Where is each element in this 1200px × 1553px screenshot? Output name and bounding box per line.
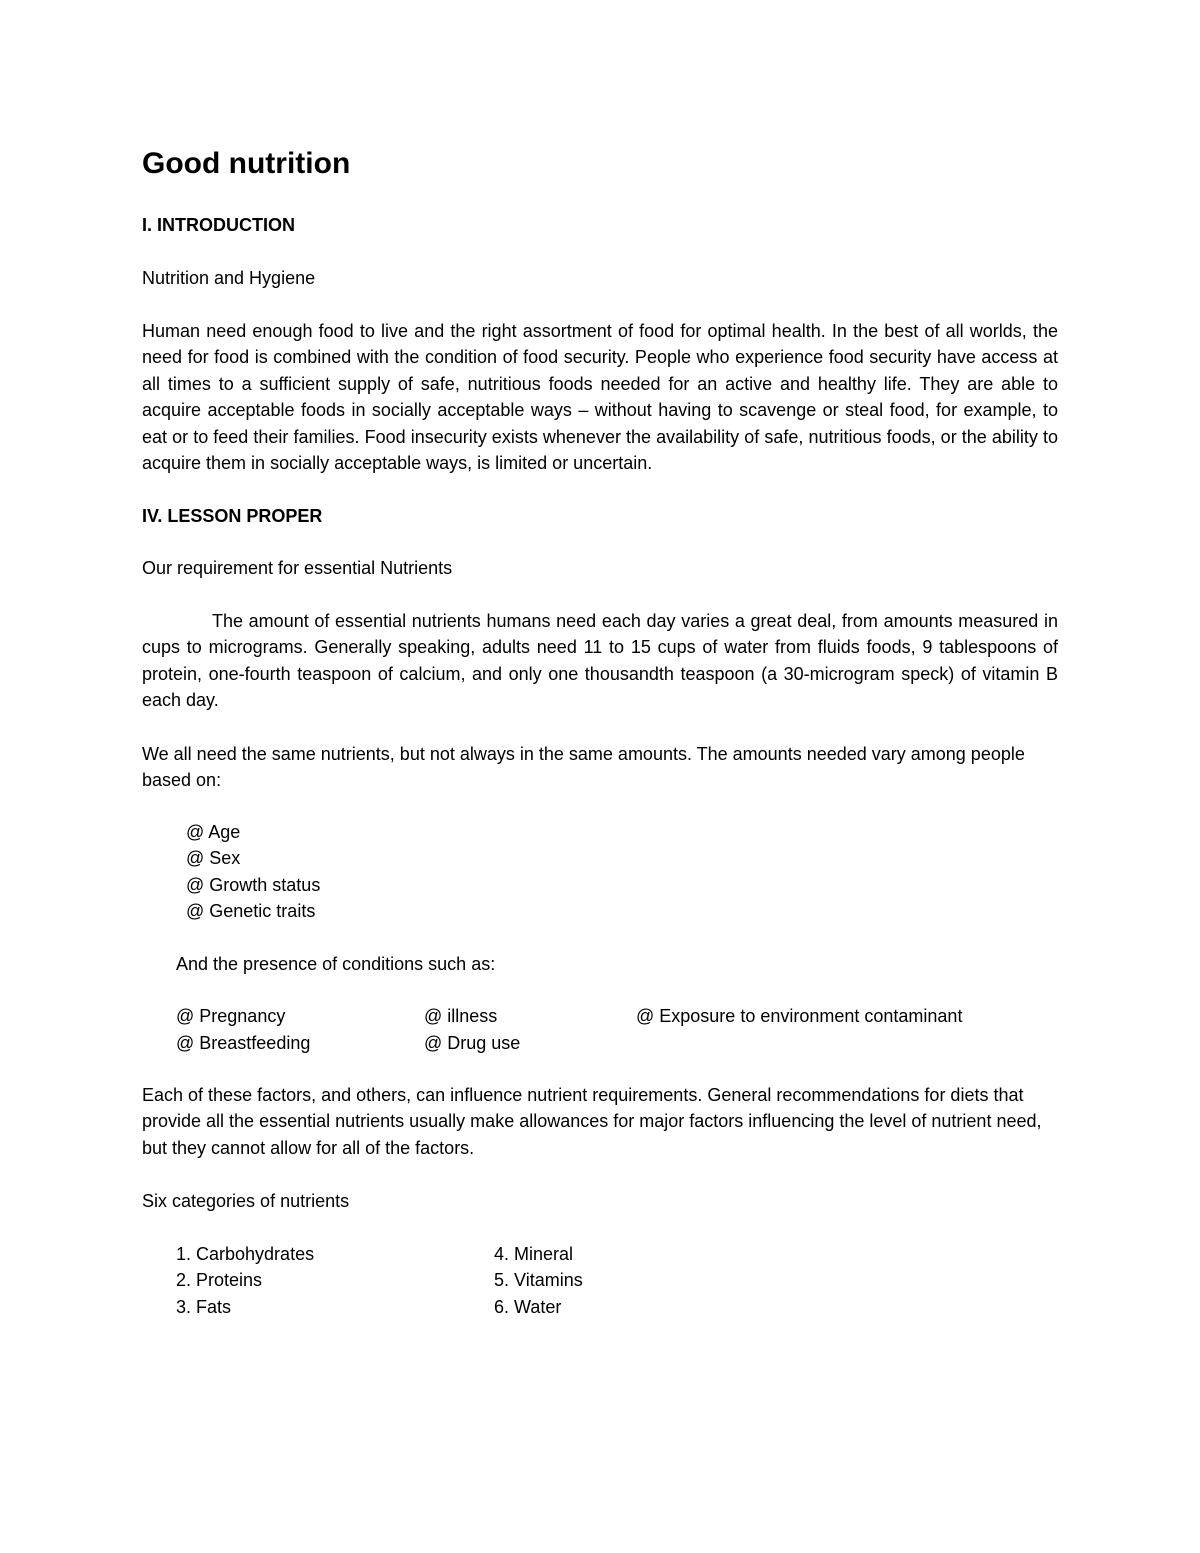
list-item: @ Drug use	[424, 1033, 521, 1053]
list-item: @ Genetic traits	[186, 901, 316, 921]
list-item: 2. Proteins	[176, 1270, 263, 1290]
section-heading-lesson-proper: IV. LESSON PROPER	[142, 506, 323, 526]
requirement-paragraph: The amount of essential nutrients humans need each day varies a great deal, from amounts measured in cups to micrograms. Generally speaking, adults need 11 to 15 cups of water from fluids foods, 9 tablespoons of protein, one-fourth teaspoon of calcium, and only one thousandth teaspoon (a 30-microgram speck) of vitamin B each day.	[142, 611, 1058, 711]
list-item: @ Pregnancy	[176, 1006, 286, 1026]
list-item: 3. Fats	[176, 1297, 232, 1317]
list-item: 5. Vitamins	[494, 1270, 583, 1290]
list-item: 1. Carbohydrates	[176, 1244, 315, 1264]
list-item: @ Age	[186, 822, 241, 842]
list-item: 4. Mineral	[494, 1244, 574, 1264]
same-nutrients-paragraph: We all need the same nutrients, but not always in the same amounts. The amounts needed vary among people based on:	[142, 744, 1025, 791]
list-item: @ Sex	[186, 848, 241, 868]
list-item: @ illness	[424, 1006, 498, 1026]
subheading-essential-nutrients: Our requirement for essential Nutrients	[142, 558, 453, 578]
intro-paragraph: Human need enough food to live and the right assortment of food for optimal health. In the best of all worlds, the need for food is combined with the condition of food security. People who experience food security have access at all times to a sufficient supply of safe, nutritious foods needed for an active and healthy life. They are able to acquire acceptable foods in socially acceptable ways – without having to scavenge or steal food, for example, to eat or to feed their families. Food insecurity exists whenever the availability of safe, nutritious foods, or the ability to acquire them in socially acceptable ways, is limited or uncertain.	[142, 321, 1058, 474]
section-heading-introduction: I. INTRODUCTION	[142, 215, 295, 235]
list-item: @ Breastfeeding	[176, 1033, 311, 1053]
list-item: @ Growth status	[186, 875, 321, 895]
factors-paragraph: Each of these factors, and others, can influence nutrient requirements. General recommendations for diets that provide all the essential nutrients usually make allowances for major factors influencing the level of nutrient need, but they cannot allow for all of the factors.	[142, 1085, 1042, 1158]
page-title: Good nutrition	[142, 147, 351, 180]
subheading-nutrition-hygiene: Nutrition and Hygiene	[142, 268, 316, 288]
list-item: 6. Water	[494, 1297, 562, 1317]
conditions-intro: And the presence of conditions such as:	[176, 954, 496, 974]
subheading-six-categories: Six categories of nutrients	[142, 1191, 350, 1211]
list-item: @ Exposure to environment contaminant	[636, 1006, 963, 1026]
